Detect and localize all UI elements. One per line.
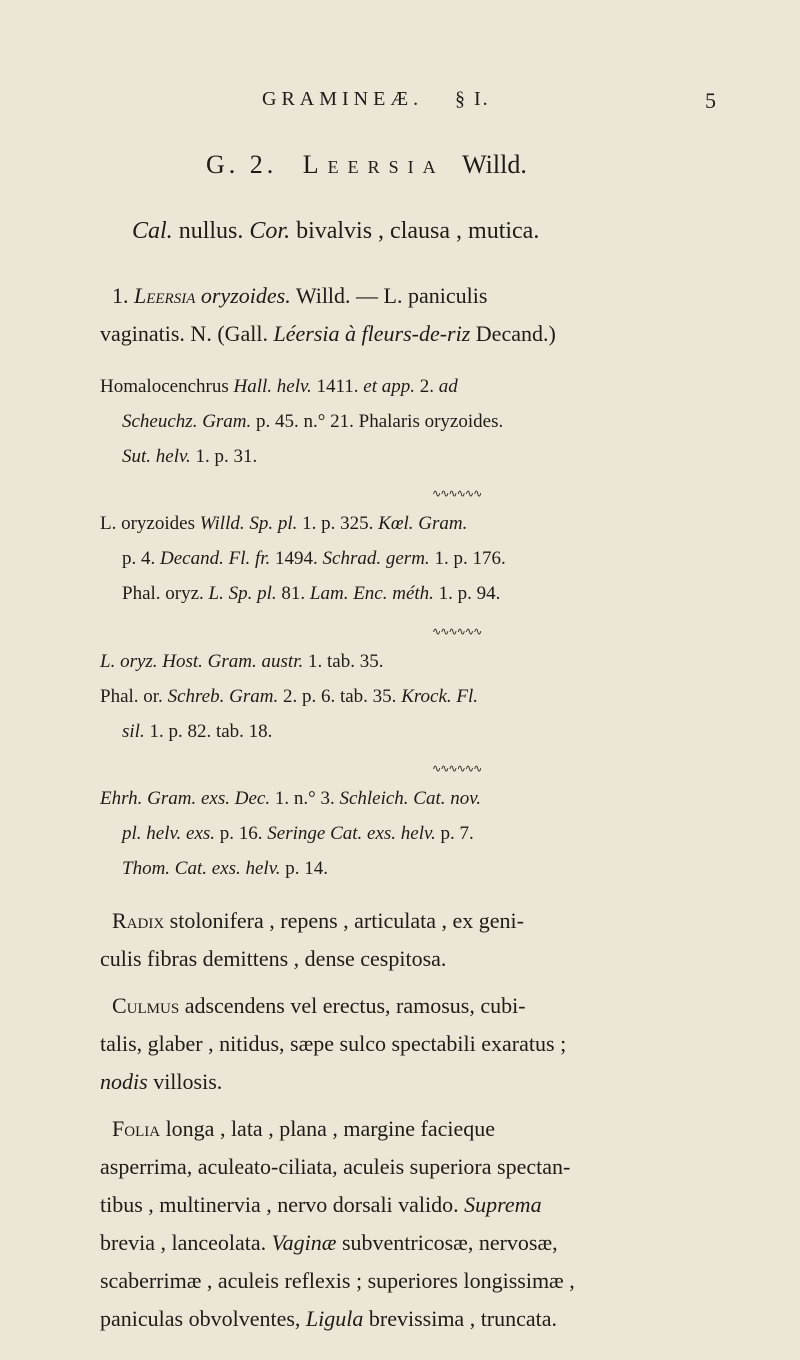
description-italic: Ligula	[305, 1306, 364, 1331]
synonym-citation: Schreb. Gram.	[167, 686, 279, 707]
description-italic: Vaginæ	[271, 1230, 337, 1255]
synonym-text: 1. p. 31.	[195, 446, 258, 467]
synonym-text: 1411.	[316, 376, 359, 397]
species-french-name: Léersia à fleurs-de-riz	[273, 321, 471, 346]
synonym-citation: sil.	[122, 721, 145, 742]
synonym-text: p. 16.	[219, 823, 263, 844]
synonym-text: 1. p. 94.	[438, 583, 501, 604]
description-italic: Suprema	[464, 1192, 542, 1217]
description-text: tibus , multinervia , nervo dorsali valido.	[100, 1192, 459, 1217]
synonym-citation: Schleich. Cat. nov.	[339, 788, 482, 809]
species-number: 1.	[112, 283, 129, 308]
synonym-text: Phal. or.	[100, 686, 163, 707]
page-number: 5	[705, 88, 716, 113]
genus-number: G. 2.	[206, 150, 278, 179]
synonym-citation: Ehrh. Gram. exs. Dec.	[100, 788, 271, 809]
synonym-citation: Decand. Fl. fr.	[160, 548, 271, 569]
synonym-text: 81.	[281, 583, 306, 604]
description-text: subventricosæ, nervosæ,	[341, 1230, 558, 1255]
genus-heading	[206, 150, 527, 180]
separator: ∿∿∿∿∿∿	[432, 763, 482, 775]
description-text: stolonifera , repens , articulata , ex geni-	[169, 908, 524, 933]
synonym-text: 1. n.° 3.	[274, 788, 335, 809]
description-text: villosis.	[153, 1069, 223, 1094]
species-vernacular-source: Decand.)	[475, 321, 556, 346]
description-text: paniculas obvolventes,	[100, 1306, 301, 1331]
synonym-citation: Schrad. germ.	[322, 548, 430, 569]
description-text: adscendens vel erectus, ramosus, cubi-	[184, 993, 526, 1018]
separator: ∿∿∿∿∿∿	[432, 488, 482, 500]
running-head-title: GRAMINEÆ.	[262, 88, 424, 110]
synonym-citation: Willd. Sp. pl.	[199, 513, 298, 534]
description-text: brevissima , truncata.	[368, 1306, 558, 1331]
synonym-citation: pl. helv. exs.	[122, 823, 216, 844]
description-text: scaberrimæ , aculeis reflexis ; superiores longissimæ ,	[100, 1268, 575, 1293]
synonym-citation: L. oryz. Host. Gram. austr.	[100, 651, 304, 672]
synonym-text: 1. p. 82. tab. 18.	[149, 721, 273, 742]
synonym-citation: et app.	[363, 376, 416, 397]
synonym-text: L. oryzoides	[100, 513, 195, 534]
synonym-citation: Kœl. Gram.	[378, 513, 468, 534]
description-text: culis fibras demittens , dense cespitosa.	[100, 946, 447, 971]
cal-label: Cal.	[132, 218, 173, 244]
description-text: asperrima, aculeato-ciliata, aculeis superiora spectan-	[100, 1154, 571, 1179]
running-head-section: § I.	[455, 88, 490, 110]
radix-label: Radix	[112, 908, 165, 933]
folia-label: Folia	[112, 1116, 161, 1141]
genus-author: Willd.	[462, 150, 527, 179]
synonym-text: 2. p. 6. tab. 35.	[282, 686, 397, 707]
description-text: talis, glaber , nitidus, sæpe sulco spectabili exaratus ;	[100, 1031, 567, 1056]
synonym-text: p. 4.	[122, 548, 156, 569]
synonym-text: 1. p. 325.	[302, 513, 374, 534]
synonym-citation: ad	[438, 376, 458, 397]
synonym-citation: Scheuchz. Gram.	[122, 411, 252, 432]
species-author: Willd. — L. paniculis	[295, 283, 488, 308]
synonym-citation: L. Sp. pl.	[208, 583, 277, 604]
synonym-text: Homalocenchrus	[100, 376, 229, 397]
synonym-text: 1. p. 176.	[434, 548, 506, 569]
description-text: longa , lata , plana , margine facieque	[165, 1116, 496, 1141]
species-epithet: oryzoides.	[200, 283, 291, 308]
description-italic: nodis	[100, 1069, 148, 1094]
species-vernacular: vaginatis. N. (Gall.	[100, 321, 269, 346]
synonym-text: p. 7.	[440, 823, 474, 844]
synonym-text: p. 14.	[285, 858, 328, 879]
cor-label: Cor.	[249, 218, 291, 244]
synonym-text: 2.	[419, 376, 435, 397]
synonym-text: 1. tab. 35.	[307, 651, 384, 672]
cal-text: nullus.	[178, 218, 244, 244]
synonym-text: 1494.	[275, 548, 318, 569]
synonym-citation: Lam. Enc. méth.	[309, 583, 434, 604]
synonym-text: p. 45. n.° 21. Phalaris oryzoides.	[256, 411, 504, 432]
separator: ∿∿∿∿∿∿	[432, 626, 482, 638]
synonym-text: Phal. oryz.	[122, 583, 204, 604]
genus-name: Leersia	[302, 150, 445, 179]
synonym-citation: Thom. Cat. exs. helv.	[122, 858, 281, 879]
species-genus: Leersia	[134, 283, 196, 308]
synonym-citation: Krock. Fl.	[401, 686, 479, 707]
culmus-label: Culmus	[112, 993, 180, 1018]
synonym-citation: Hall. helv.	[233, 376, 312, 397]
synonym-citation: Sut. helv.	[122, 446, 191, 467]
description-text: brevia , lanceolata.	[100, 1230, 267, 1255]
cor-text: bivalvis , clausa , mutica.	[296, 218, 540, 244]
synonym-citation: Seringe Cat. exs. helv.	[267, 823, 436, 844]
